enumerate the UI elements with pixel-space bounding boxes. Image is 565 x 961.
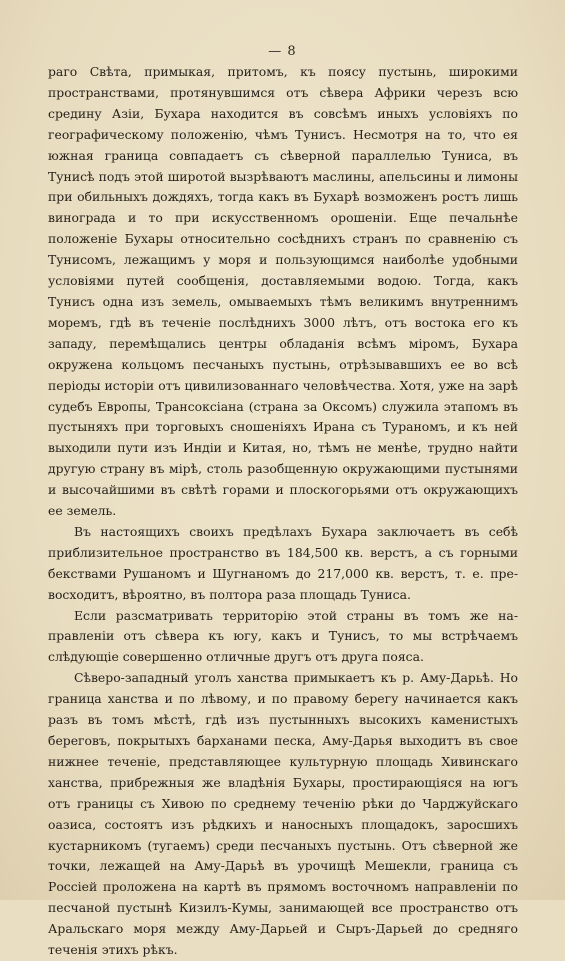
paragraph-2: Въ настоящихъ своихъ предѣлахъ Бухара заключаетъ въ себѣ приблизительное пространство въ 184,500 кв. верстъ, а съ горными бекствами Рушаномъ и Шугнаномъ до 217,000 кв. верстъ, т. е. превосходитъ, вѣроятно, въ полтора раза площадь Туниса.: [48, 523, 518, 602]
text-body: [48, 62, 518, 961]
paragraph-3: Если разсматривать территорію этой страны въ томъ же направленіи отъ сѣвера къ югу, какъ и Тунисъ, то мы встрѣчаемъ слѣдующіе совершенно отличные другъ отъ друга пояса.: [48, 607, 518, 665]
paragraph-4: Сѣверо-западный уголъ ханства примыкаетъ къ р. Аму-Дарьѣ. Но граница ханства и по лѣвому, и по правому берегу начинается какъ разъ въ томъ мѣстѣ, гдѣ изъ пустынныхъ высокихъ каменистыхъ береговъ, покрытыхъ барханами песка, Аму-Дарья выходитъ въ свое нижнее теченіе, представляющее культурную площадь Хивинскаго ханства, прибрежныя же владѣнія Бухары, простирающіяся на югъ отъ границы съ Хивою по среднему теченію рѣки до Чарджуйскаго оазиса, состоятъ изъ рѣдкихъ и наносныхъ площадокъ, заросшихъ кустарникомъ (тугаемъ) среди песчаныхъ пустынь. Отъ сѣверной же точки, лежащей на Аму-Дарьѣ въ урочищѣ Мешекли, граница съ Россіей проложена на картѣ въ прямомъ восточномъ направленіи по песчаной пустынѣ Кизилъ-Кумы, занимающей все пространство отъ Аральскаго моря между Аму-Дарьей и Сыръ-Дарьей до средняго теченія этихъ рѣкъ.: [48, 670, 518, 958]
paragraph-1: раго Свѣта, примыкая, притомъ, къ поясу пустынь, широкими пространствами, протянувшимся отъ сѣвера Африки черезъ всю средину Азіи, Бухара находится въ совсѣмъ иныхъ условіяхъ по географическому положенію, чѣмъ Тунисъ. Несмотря на то, что ея южная граница совпадаетъ съ сѣверной параллелью Туниса, въ Тунисѣ подъ этой широтой вызрѣваютъ маслины, апельсины и лимоны при обильныхъ дождяхъ, тогда какъ въ Бухарѣ возможенъ ростъ лишь винограда и то при искусственномъ орошеніи. Еще печальнѣе положеніе Бухары относительно сосѣднихъ странъ по сравненію съ Тунисомъ, лежащимъ у моря и пользующимся наиболѣе удобными условіями путей сообщенія, доставляемыми водою. Тогда, какъ Тунисъ одна изъ земель, омываемыхъ тѣмъ великимъ внутреннимъ моремъ, гдѣ въ теченіе послѣднихъ 3000 лѣтъ, отъ востока его къ западу, перемѣщались центры обладанія всѣмъ міромъ, Бухара окружена кольцомъ песчаныхъ пустынь, отрѣзывавшихъ ее во всѣ періоды исторіи отъ цивилизованнаго человѣчества. Хотя, уже на зарѣ судебъ Европы, Трансоксіана (страна за Оксомъ) служила этапомъ въ пустыняхъ при торговыхъ сношеніяхъ Ирана съ Тураномъ, и къ ней выходили пути изъ Индіи и Китая, но, тѣмъ не менѣе, трудно найти другую страну въ мірѣ, столь разобщенную окружающими пустынями и высочайшими въ свѣтѣ горами и плоскогорьями отъ окружающихъ ее земель.: [48, 64, 518, 519]
page-number: — 8: [268, 44, 297, 59]
